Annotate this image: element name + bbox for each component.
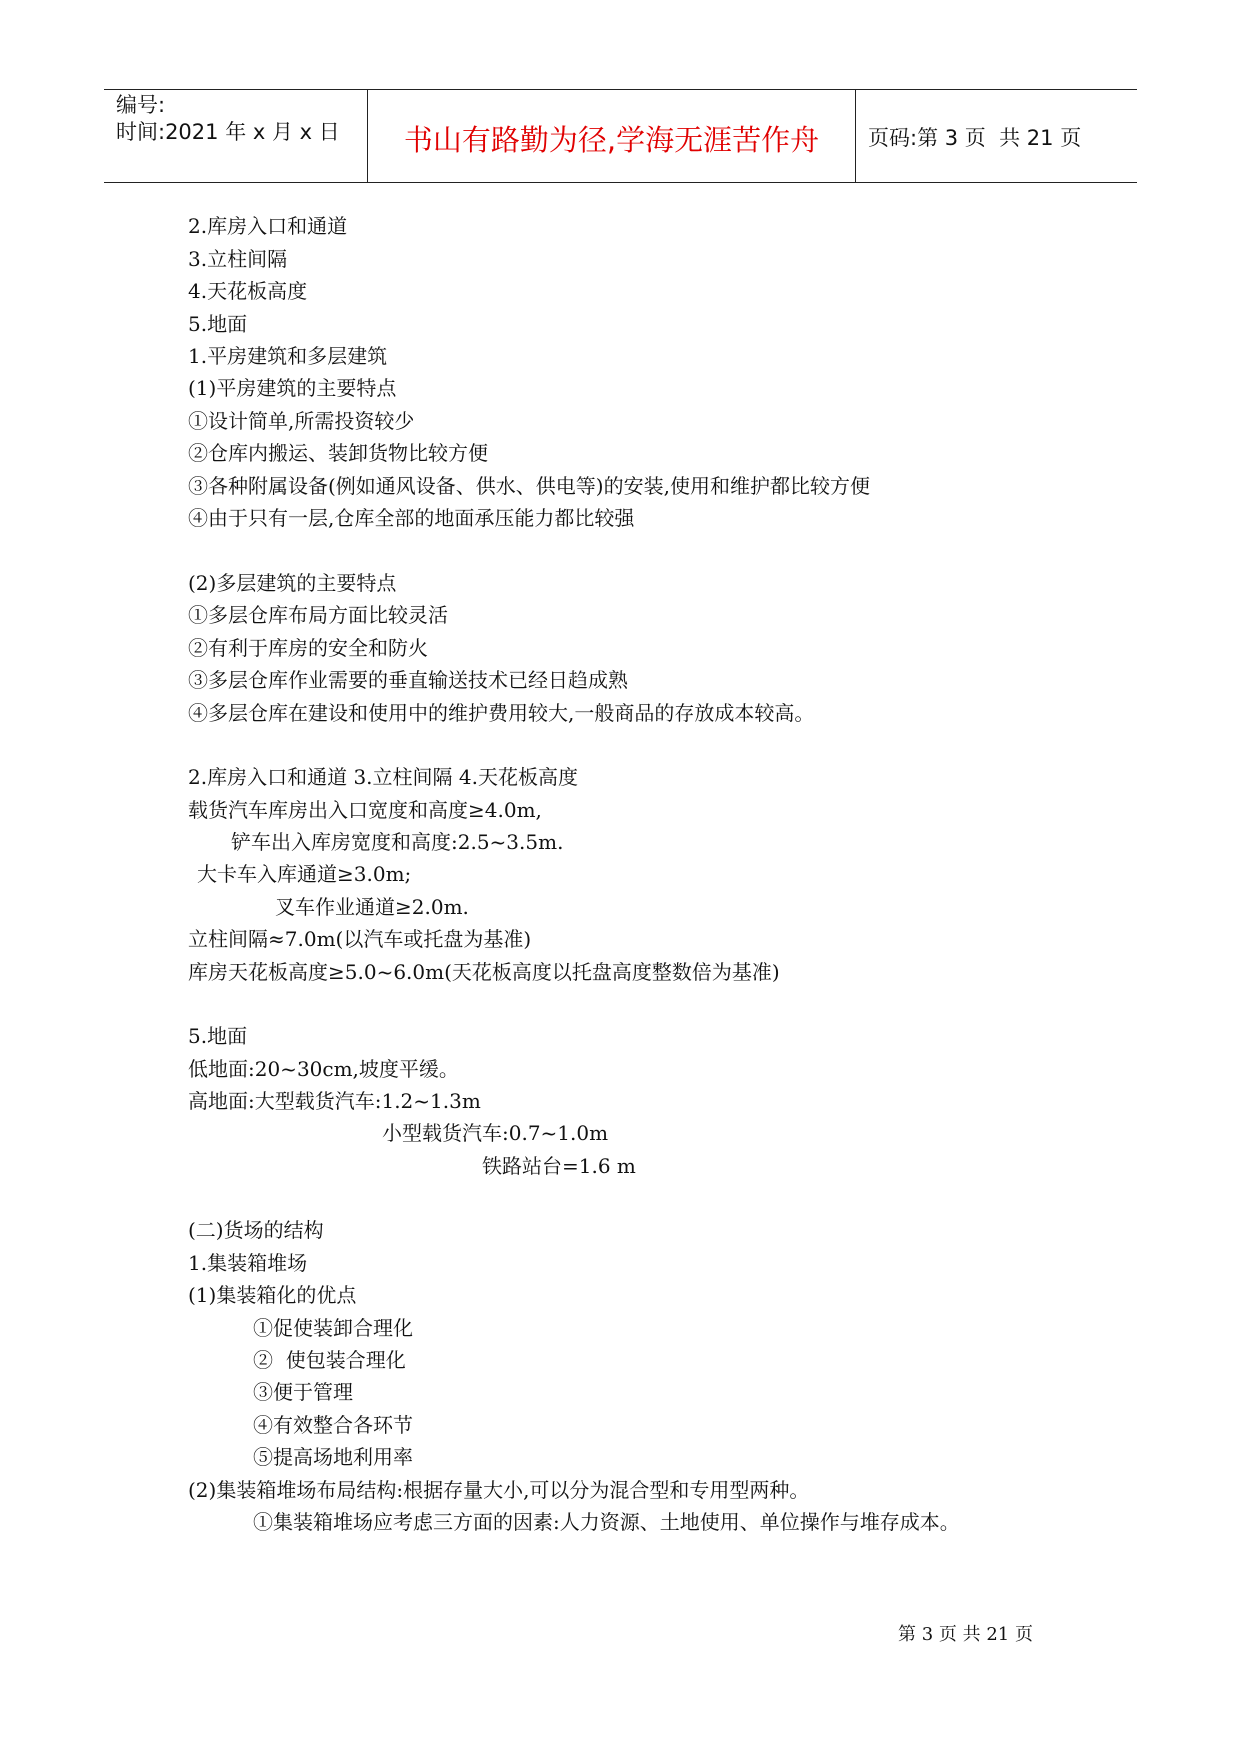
text-line: ③便于管理 (253, 1380, 353, 1404)
text-line: ①多层仓库布局方面比较灵活 (188, 603, 448, 627)
text-line: 1.平房建筑和多层建筑 (188, 344, 388, 368)
text-line: 铁路站台=1.6 m (482, 1154, 636, 1178)
header-motto: 书山有路勤为径,学海无涯苦作舟 (403, 123, 820, 157)
header-page-info: 页码:第 3 页 共 21 页 (868, 126, 1082, 150)
text-line: 3.立柱间隔 (188, 247, 288, 271)
text-line: 叉车作业通道≥2.0m. (275, 895, 469, 919)
text-line: 高地面:大型载货汽车:1.2~1.3m (188, 1089, 481, 1113)
text-line: ②仓库内搬运、装卸货物比较方便 (188, 441, 488, 465)
text-line: (2)多层建筑的主要特点 (188, 571, 397, 595)
text-line: ①促使装卸合理化 (253, 1316, 413, 1340)
text-line: ④由于只有一层,仓库全部的地面承压能力都比较强 (188, 506, 635, 530)
text-line: ②有利于库房的安全和防火 (188, 636, 428, 660)
text-line: 5.地面 (188, 1024, 248, 1048)
page-footer: 第 3 页 共 21 页 (898, 1624, 1033, 1645)
document-time-label: 时间:2021 年 x 月 x 日 (116, 120, 340, 144)
text-line: ④有效整合各环节 (253, 1413, 413, 1437)
text-line: ⑤提高场地利用率 (253, 1445, 413, 1469)
text-line: 铲车出入库房宽度和高度:2.5~3.5m. (231, 830, 564, 854)
text-line: 库房天花板高度≥5.0~6.0m(天花板高度以托盘高度整数倍为基准) (188, 960, 780, 984)
text-line: ③各种附属设备(例如通风设备、供水、供电等)的安装,使用和维护都比较方便 (188, 474, 870, 498)
text-line: (二)货场的结构 (188, 1218, 324, 1242)
text-line: ② 使包装合理化 (253, 1348, 406, 1372)
text-line: (1)集装箱化的优点 (188, 1283, 357, 1307)
text-line: (1)平房建筑的主要特点 (188, 376, 397, 400)
text-line: ①设计简单,所需投资较少 (188, 409, 415, 433)
text-line: 低地面:20~30cm,坡度平缓。 (188, 1057, 459, 1081)
text-line: 小型载货汽车:0.7~1.0m (382, 1121, 609, 1145)
text-line: 4.天花板高度 (188, 279, 308, 303)
text-line: ④多层仓库在建设和使用中的维护费用较大,一般商品的存放成本较高。 (188, 701, 815, 725)
text-line: 立柱间隔≈7.0m(以汽车或托盘为基准) (188, 927, 532, 951)
text-line: 载货汽车库房出入口宽度和高度≥4.0m, (188, 798, 542, 822)
text-line: ③多层仓库作业需要的垂直输送技术已经日趋成熟 (188, 668, 628, 692)
text-line: 2.库房入口和通道 3.立柱间隔 4.天花板高度 (188, 765, 578, 789)
text-line: 1.集装箱堆场 (188, 1251, 308, 1275)
document-number-label: 编号: (116, 93, 166, 117)
text-line: 2.库房入口和通道 (188, 214, 348, 238)
text-line: ①集装箱堆场应考虑三方面的因素:人力资源、土地使用、单位操作与堆存成本。 (253, 1510, 960, 1534)
text-line: 大卡车入库通道≥3.0m; (197, 862, 412, 886)
text-line: (2)集装箱堆场布局结构:根据存量大小,可以分为混合型和专用型两种。 (188, 1478, 810, 1502)
text-line: 5.地面 (188, 312, 248, 336)
